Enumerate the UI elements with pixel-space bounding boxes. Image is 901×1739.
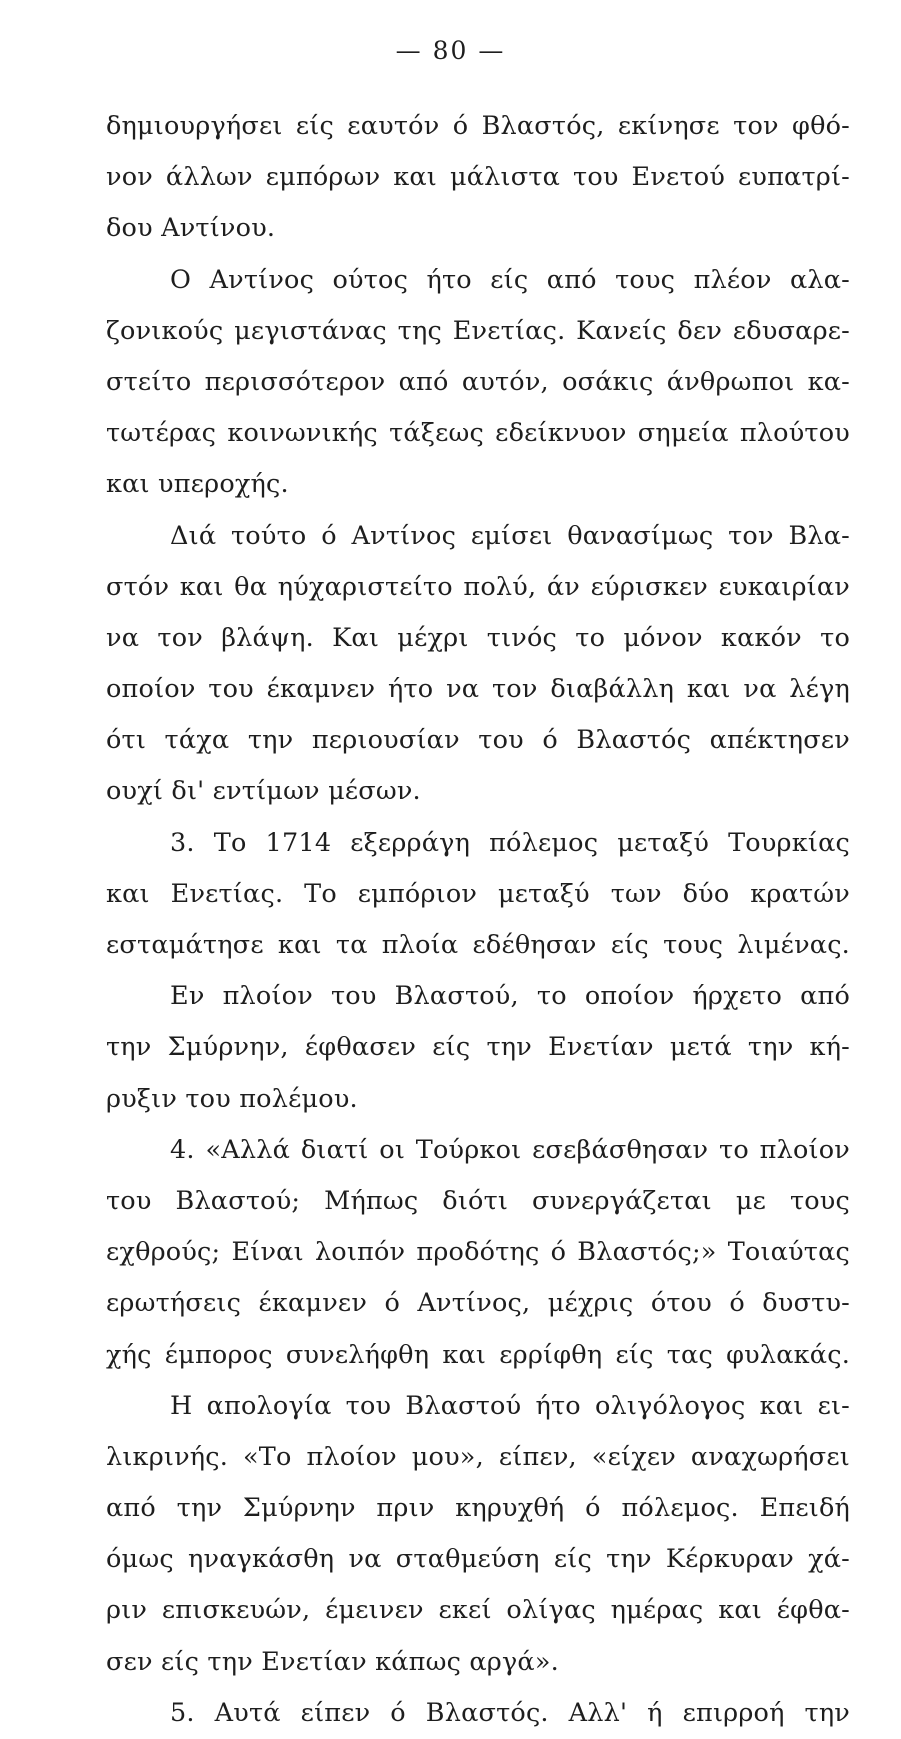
text-line: ότι τάχα την περιουσίαν του ό Βλαστός απέκτησεν [106, 725, 850, 756]
text-line: στόν και θα ηύχαριστείτο πολύ, άν εύρισκεν ευκαιρίαν [106, 571, 850, 602]
text-line: δου Αντίνου. [106, 213, 276, 244]
text-line: να τον βλάψη. Και μέχρι τινός το μόνον κακόν το [106, 622, 850, 653]
text-line: 4. «Αλλά διατί οι Τούρκοι εσεβάσθησαν το πλοίον [170, 1134, 850, 1165]
text-line: Η απολογία του Βλαστού ήτο ολιγόλογος και ει- [170, 1390, 850, 1421]
text-line: ζονικούς μεγιστάνας της Ενετίας. Κανείς δεν εδυσαρε- [106, 315, 850, 346]
body-text [106, 101, 850, 1739]
text-line: όμως ηναγκάσθη να σταθμεύση είς την Κέρκυραν χά- [106, 1544, 850, 1575]
page-number: — 80 — [395, 36, 506, 65]
text-line: σεν είς την Ενετίαν κάπως αργά». [106, 1646, 559, 1677]
text-line: ουχί δι' εντίμων μέσων. [106, 776, 421, 807]
text-line: τωτέρας κοινωνικής τάξεως εδείκνυον σημεία πλούτου [106, 418, 850, 449]
text-line: δημιουργήσει είς εαυτόν ό Βλαστός, εκίνησε τον φθό- [106, 111, 850, 141]
text-line: και υπεροχής. [106, 469, 289, 500]
text-line: Ο Αντίνος ούτος ήτο είς από τους πλέον αλα- [170, 264, 850, 295]
text-line: εχθρούς; Είναι λοιπόν προδότης ό Βλαστός;» Τοιαύτας [106, 1237, 850, 1268]
text-line: την Σμύρνην, έφθασεν είς την Ενετίαν μετά την κή- [106, 1032, 850, 1063]
text-line: ρυξιν του πολέμου. [106, 1083, 358, 1114]
text-line: χής έμπορος συνελήφθη και ερρίφθη είς τας φυλακάς. [106, 1339, 850, 1370]
text-line: και Ενετίας. Το εμπόριον μεταξύ των δύο κρατών [106, 878, 850, 909]
text-line: Εν πλοίον του Βλαστού, το οποίον ήρχετο από [170, 981, 850, 1012]
text-line: Διά τούτο ό Αντίνος εμίσει θανασίμως τον Βλα- [170, 520, 850, 551]
text-line: ερωτήσεις έκαμνεν ό Αντίνος, μέχρις ότου ό δυστυ- [106, 1288, 850, 1319]
text-line: του Βλαστού; Μήπως διότι συνεργάζεται με τους [106, 1185, 850, 1216]
text-line: οποίον του έκαμνεν ήτο να τον διαβάλλη και να λέγη [106, 674, 850, 705]
text-line: 3. Το 1714 εξερράγη πόλεμος μεταξύ Τουρκίας [170, 827, 850, 858]
text-line: ριν επισκευών, έμεινεν εκεί ολίγας ημέρας και έφθα- [106, 1595, 850, 1626]
text-line: 5. Αυτά είπεν ό Βλαστός. Αλλ' ή επιρροή την [170, 1697, 850, 1728]
text-line: στείτο περισσότερον από αυτόν, οσάκις άνθρωποι κα- [106, 366, 850, 397]
text-line: νον άλλων εμπόρων και μάλιστα του Ενετού ευπατρί- [106, 162, 850, 193]
text-line: εσταμάτησε και τα πλοία εδέθησαν είς τους λιμένας. [106, 930, 850, 960]
text-line: από την Σμύρνην πριν κηρυχθή ό πόλεμος. Επειδή [106, 1493, 850, 1524]
text-line: λικρινής. «Το πλοίον μου», είπεν, «είχεν αναχωρήσει [106, 1441, 850, 1472]
